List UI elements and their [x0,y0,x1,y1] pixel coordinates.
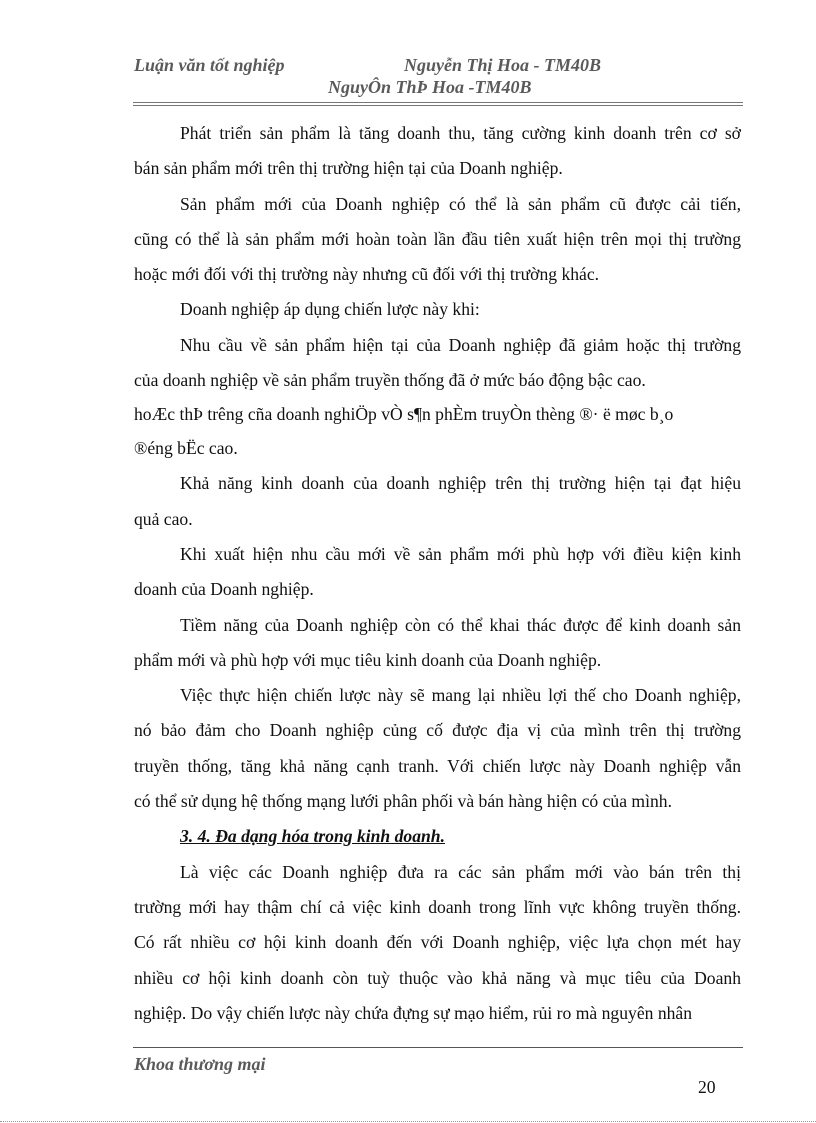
paragraph-line: Khả năng kinh doanh của doanh nghiệp trên thị trường hiện tại đạt hiệu [180,473,741,494]
header-rule-double [133,105,743,106]
paragraph-line: Khi xuất hiện nhu cầu mới về sản phẩm mới phù hợp với điều kiện kinh [180,543,741,564]
paragraph-line-garbled: hoÆc thÞ trêng cña doanh nghiÖp vÒ s¶n phÈm truyÒn thèng ®· ë møc b¸o [134,404,674,425]
paragraph-line: Nhu cầu về sản phẩm hiện tại của Doanh nghiệp đã giảm hoặc thị trường [180,334,741,355]
paragraph-line: quả cao. [134,508,193,529]
footer-rule [133,1047,743,1048]
paragraph-line: nó bảo đảm cho Doanh nghiệp củng cố được địa vị của mình trên thị trường [134,720,741,741]
header-author: Nguyễn Thị Hoa - TM40B [404,55,602,75]
paragraph-line: của doanh nghiệp về sản phẩm truyền thống đã ở mức báo động bậc cao. [134,370,646,391]
paragraph-line: Việc thực hiện chiến lược này sẽ mang lại nhiều lợi thế cho Doanh nghiệp, [180,685,741,706]
header-rule [133,102,743,103]
paragraph-line: Có rất nhiều cơ hội kinh doanh đến với Doanh nghiệp, việc lựa chọn mét hay [134,932,741,953]
paragraph-line: hoặc mới đối với thị trường này nhưng cũ đối với thị trường khác. [134,264,600,285]
header-author-garbled: NguyÔn ThÞ Hoa -TM40B [328,77,532,97]
paragraph-line: Sản phẩm mới của Doanh nghiệp có thể là sản phẩm cũ được cải tiến, [180,193,741,214]
paragraph-line: bán sản phẩm mới trên thị trường hiện tại của Doanh nghiệp. [134,158,563,179]
paragraph-line: nhiều cơ hội kinh doanh còn tuỳ thuộc vào khả năng và mục tiêu của Doanh [134,967,741,988]
paragraph-line: Tiềm năng của Doanh nghiệp còn có thể khai thác được để kinh doanh sản [180,614,741,635]
paragraph-line: Phát triển sản phẩm là tăng doanh thu, tăng cường kinh doanh trên cơ sở [180,123,741,143]
section-heading-text: 3. 4. Đa dạng hóa trong kinh doanh. [180,826,445,847]
section-heading [134,819,741,854]
paragraph-line-garbled: ®éng bËc cao. [134,438,238,459]
page-bottom-dotted-rule [0,1121,816,1122]
paragraph-line: có thể sử dụng hệ thống mạng lưới phân phối và bán hàng hiện có của mình. [134,791,672,812]
paragraph-line: doanh của Doanh nghiệp. [134,579,314,600]
footer-faculty: Khoa thương mại [134,1054,266,1074]
header-thesis-title: Luận văn tốt nghiệp [134,55,285,75]
paragraph-line: truyền thống, tăng khả năng cạnh tranh. Với chiến lược này Doanh nghiệp vẫn [134,755,741,776]
page-number: 20 [698,1077,716,1097]
paragraph-line: Doanh nghiệp áp dụng chiến lược này khi: [180,299,480,320]
paragraph-line: Là việc các Doanh nghiệp đưa ra các sản phẩm mới vào bán trên thị [180,861,741,882]
body-text [134,116,741,1031]
paragraph-line: trường mới hay thậm chí cả việc kinh doanh trong lĩnh vực không truyền thống. [134,896,741,917]
paragraph-line: nghiệp. Do vậy chiến lược này chứa đựng sự mạo hiểm, rủi ro mà nguyên nhân [134,1002,693,1023]
paragraph-line: cũng có thể là sản phẩm mới hoàn toàn lần đầu tiên xuất hiện trên mọi thị trường [134,228,741,249]
paragraph-line: phẩm mới và phù hợp với mục tiêu kinh doanh của Doanh nghiệp. [134,649,602,670]
